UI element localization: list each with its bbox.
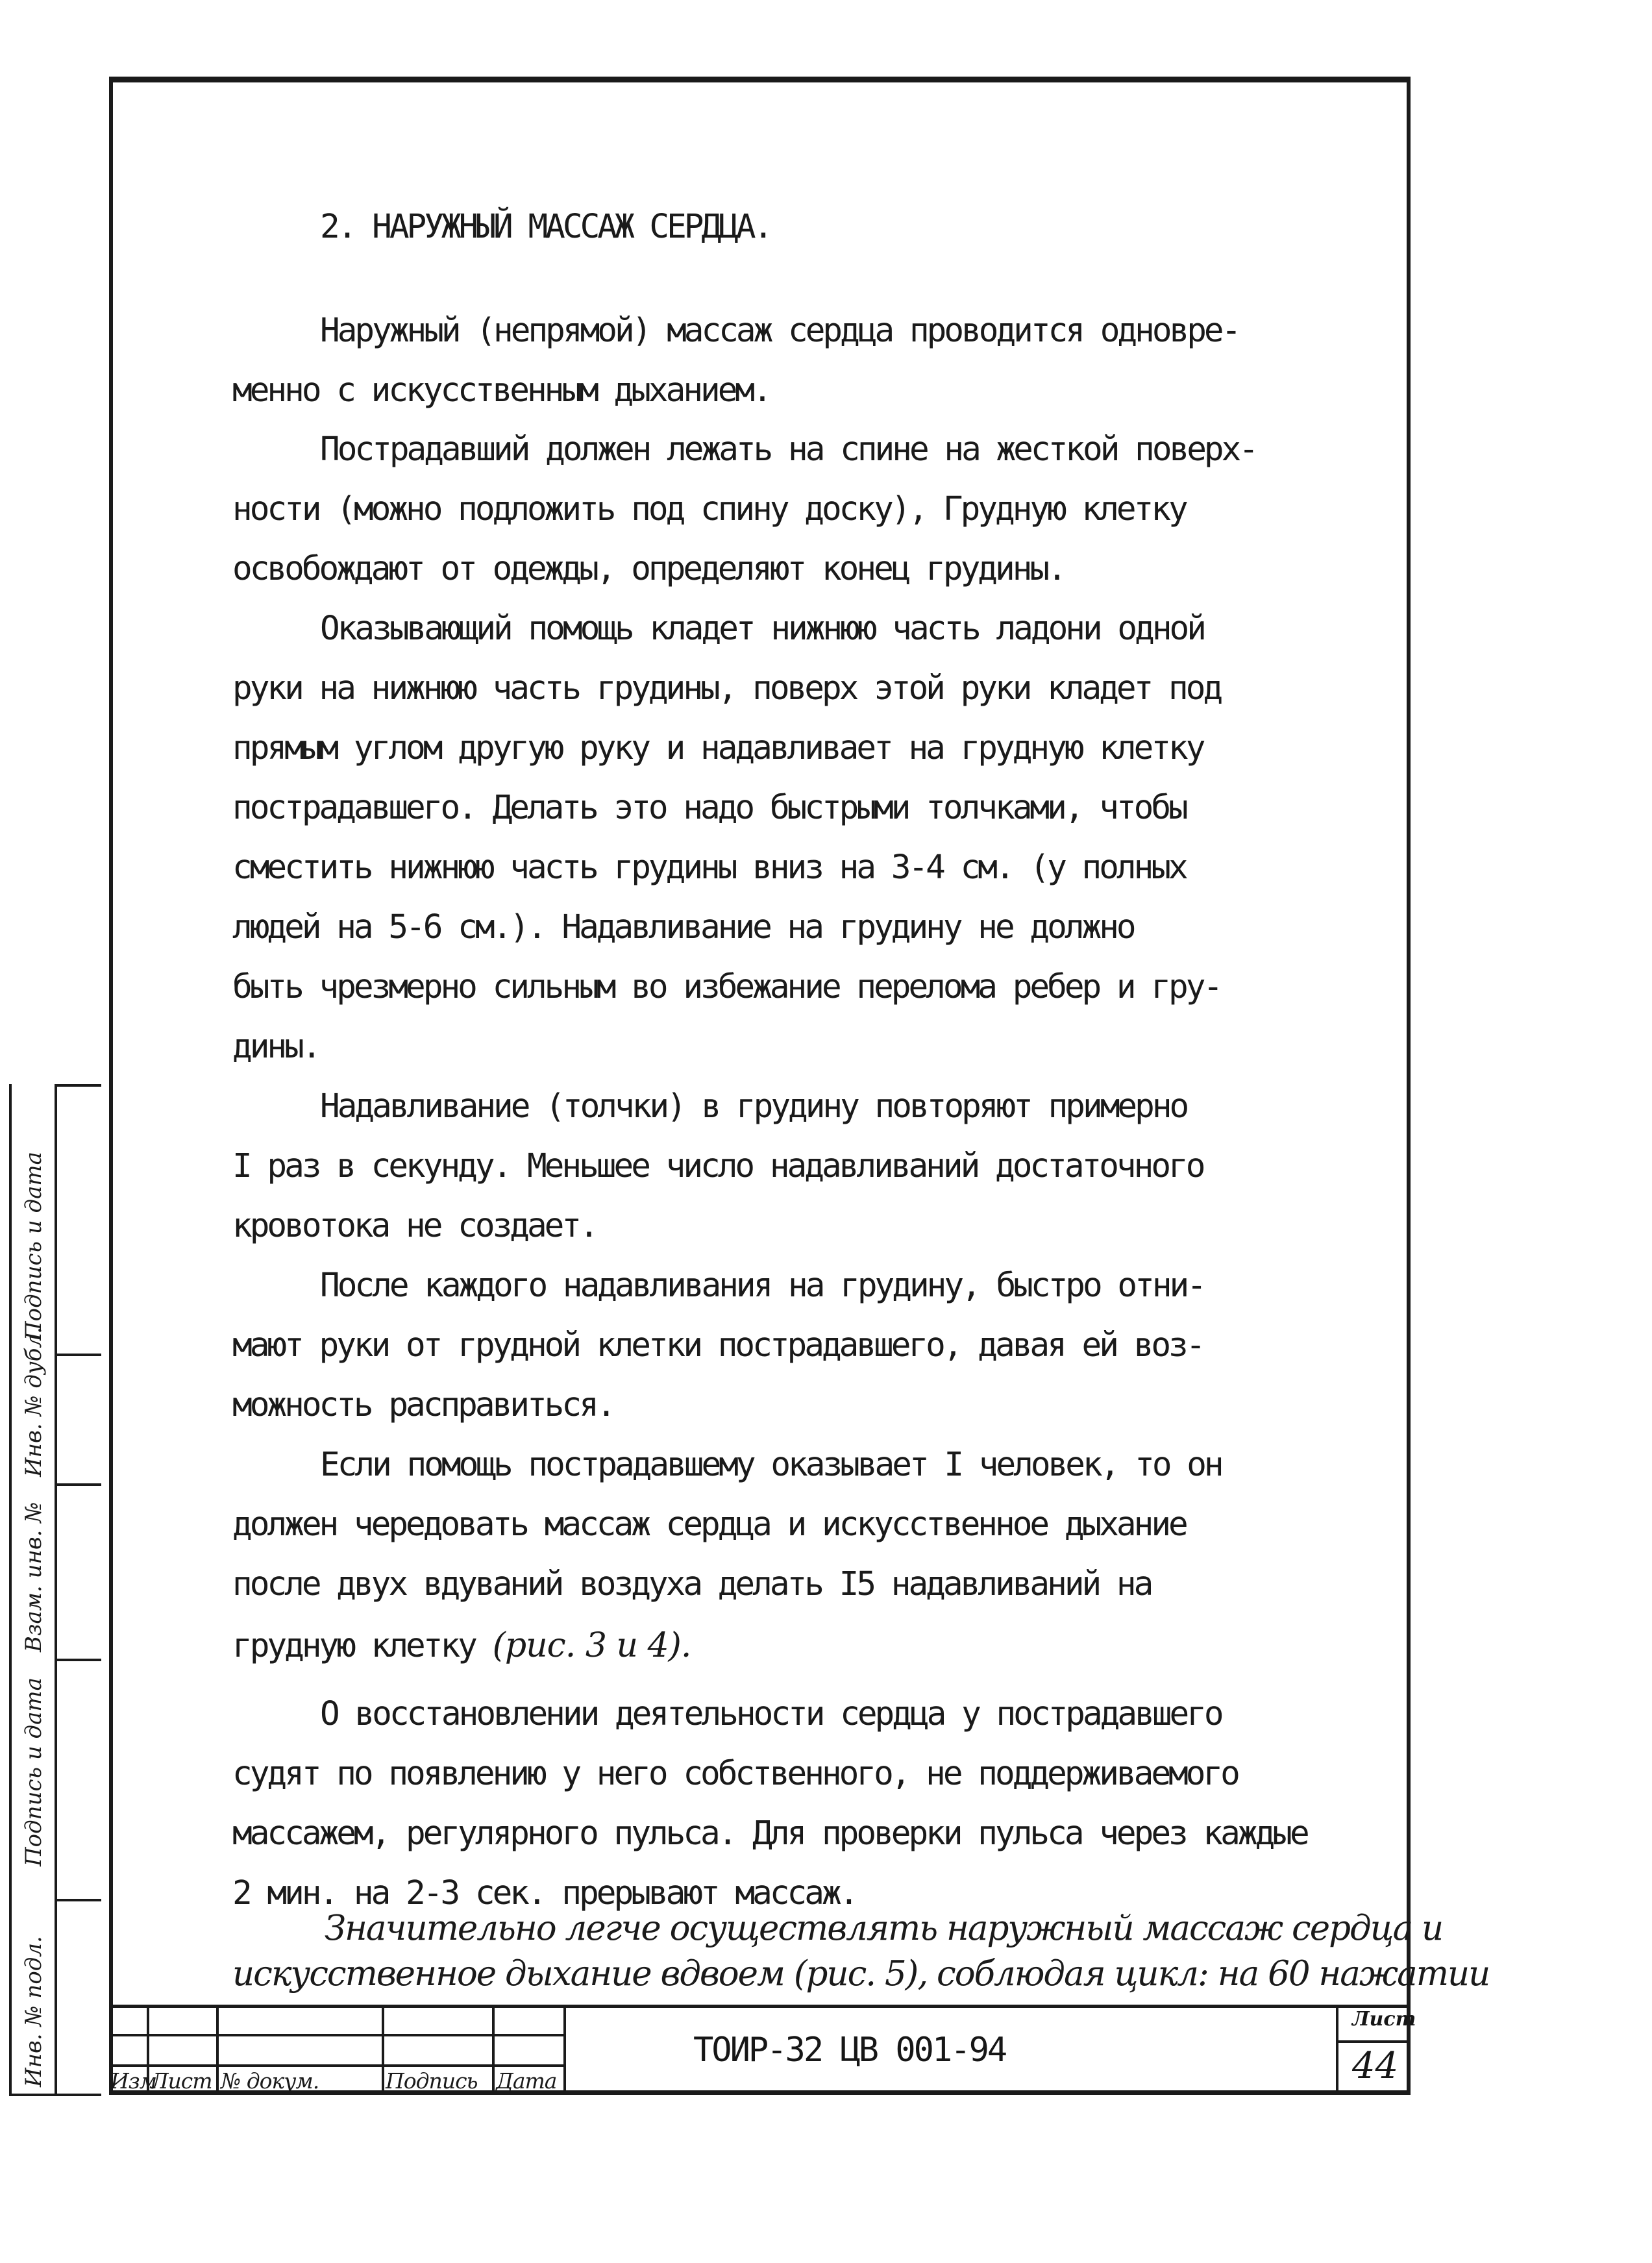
document-designation: ТОИР-32 ЦВ 001-94 [693, 2031, 1006, 2070]
text-line: массажем, регулярного пульса. Для проверки пульса через каждые [232, 1814, 1307, 1853]
text-line: освобождают от одежды, определяют конец грудины. [232, 550, 1065, 588]
side-stamp-border [55, 1084, 57, 2094]
text-line: мают руки от грудной клетки пострадавшего, давая ей воз- [232, 1326, 1203, 1365]
text-line: сместить нижнюю часть грудины вниз на 3-4 см. (у полных [232, 848, 1186, 887]
col-label-date: Дата [496, 2068, 557, 2094]
text-line: судят по появлению у него собственного, не поддерживаемого [232, 1755, 1238, 1793]
title-block-row-line [109, 2064, 563, 2067]
side-stamp-divider [55, 1483, 101, 1486]
title-block-col-line [563, 2005, 566, 2095]
side-stamp-label: Инв. № дубл. [21, 1327, 47, 1477]
text-line: Надавливание (толчки) в грудину повторяют примерно [320, 1087, 1187, 1126]
side-stamp-label: Подпись и дата [21, 1677, 47, 1866]
handwritten-figure-ref: (рис. 3 и 4). [492, 1626, 691, 1665]
text-line: менно с искусственным дыханием. [232, 371, 770, 410]
sheet-label: Лист [1352, 2008, 1416, 2031]
title-block-col-line [492, 2005, 495, 2095]
col-label-izm: Изм [110, 2068, 157, 2094]
text-line: после двух вдуваний воздуха делать I5 надавливаний на [232, 1565, 1152, 1603]
title-block-col-line [216, 2005, 219, 2095]
side-stamp-border [9, 1084, 12, 2094]
text-line [232, 1626, 691, 1665]
handwritten-note-line: искусственное дыхание вдвоем (рис. 5), соблюдая цикл: на 60 нажатии [232, 1954, 1490, 1994]
text-line: пострадавшего. Делать это надо быстрыми толчками, чтобы [232, 789, 1186, 827]
text-line: людей на 5-6 см.). Надавливание на грудину не должно [232, 908, 1134, 946]
side-stamp [9, 1084, 101, 2094]
side-stamp-label: Инв. № подл. [21, 1936, 47, 2087]
text-line: О восстановлении деятельности сердца у пострадавшего [320, 1695, 1222, 1733]
title-block-border [109, 2005, 1411, 2008]
text-line: Оказывающий помощь кладет нижнюю часть ладони одной [320, 610, 1204, 648]
side-stamp-label: Взам. инв. № [21, 1502, 47, 1652]
text-line: дины. [232, 1028, 319, 1066]
title-block [109, 2005, 1416, 2095]
title-block-col-line [382, 2005, 384, 2095]
text-line: ности (можно подложить под спину доску), Грудную клетку [232, 490, 1186, 528]
text-line: можность расправиться. [232, 1386, 614, 1424]
col-label-list: Лист [151, 2068, 212, 2094]
text-line: прямым углом другую руку и надавливает на грудную клетку [232, 729, 1203, 767]
title-block-row-line [109, 2034, 563, 2036]
text-line: руки на нижнюю часть грудины, поверх этой руки кладет под [232, 669, 1221, 708]
text-line: Пострадавший должен лежать на спине на жесткой поверх- [320, 430, 1257, 469]
side-stamp-divider [55, 1899, 101, 1901]
text-line: I раз в секунду. Меньшее число надавливаний достаточного [232, 1147, 1203, 1185]
side-stamp-divider [55, 1659, 101, 1661]
side-stamp-label: Подпись и дата [21, 1152, 47, 1341]
text-line: Наружный (непрямой) массаж сердца проводится одновре- [320, 312, 1239, 350]
text-line-start: грудную клетку [232, 1627, 475, 1665]
handwritten-note-line: Значительно легче осуществлять наружный массаж сердца и [325, 1909, 1443, 1948]
text-line: быть чрезмерно сильным во избежание перелома ребер и гру- [232, 968, 1221, 1006]
title-block-col-line [1336, 2005, 1338, 2095]
section-heading: 2. НАРУЖНЫЙ МАССАЖ СЕРДЦА. [320, 208, 771, 246]
text-line: кровотока не создает. [232, 1207, 597, 1245]
text-line: После каждого надавливания на грудину, быстро отни- [320, 1267, 1204, 1305]
col-label-doc-number: № докум. [221, 2068, 319, 2094]
text-line: Если помощь пострадавшему оказывает I человек, то он [320, 1446, 1222, 1484]
side-stamp-divider [9, 2094, 101, 2096]
title-block-row-line [1336, 2040, 1411, 2043]
text-line: 2 мин. на 2-3 сек. прерывают массаж. [232, 1874, 857, 1912]
side-stamp-divider [55, 1084, 101, 1087]
text-line: должен чередовать массаж сердца и искусственное дыхание [232, 1505, 1186, 1544]
col-label-signature: Подпись [386, 2068, 478, 2094]
sheet-number: 44 [1352, 2045, 1399, 2087]
side-stamp-divider [55, 1354, 101, 1356]
